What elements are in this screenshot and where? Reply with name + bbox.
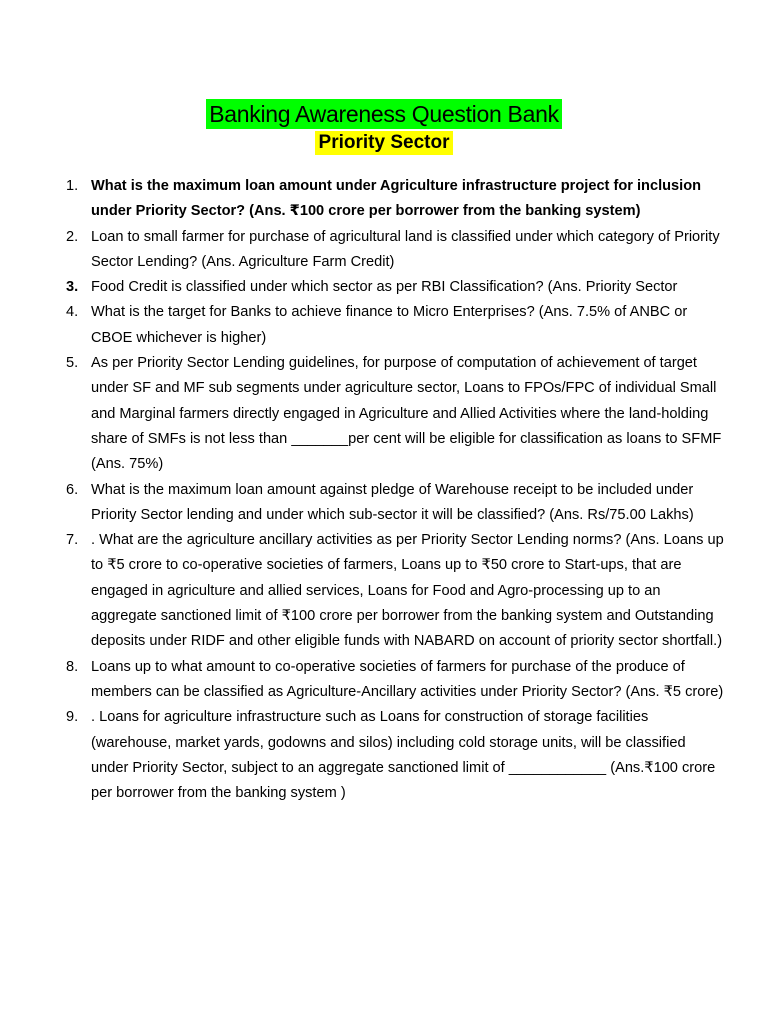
question-item [66, 300, 726, 351]
question-text: What is the maximum loan amount under Agriculture infrastructure project for inclusion under Priority Sector? (Ans. ₹100 crore per borrower from the banking system) [91, 178, 702, 220]
question-text: Loans up to what amount to co-operative societies of farmers for purchase of the produce of members can be classified as Agriculture-Ancillary activities under Priority Sector? (Ans. ₹5 crore) [91, 658, 724, 700]
document-header [0, 99, 768, 155]
question-text: Food Credit is classified under which sector as per RBI Classification? (Ans. Priority Sector [91, 279, 678, 296]
question-text: What is the target for Banks to achieve finance to Micro Enterprises? (Ans. 7.5% of ANBC or CBOE whichever is higher) [91, 304, 688, 346]
question-number: 6. [66, 481, 79, 498]
page-subtitle: Priority Sector [315, 131, 454, 155]
question-number: 8. [66, 658, 79, 675]
question-text: What is the maximum loan amount against pledge of Warehouse receipt to be included under Priority Sector lending and under which sub-sector it will be classified? (Ans. Rs/75.00 Lakhs) [91, 481, 694, 523]
question-number: 1. [66, 178, 79, 194]
question-number: 4. [66, 304, 79, 321]
question-item [66, 174, 726, 225]
page-title: Banking Awareness Question Bank [206, 99, 562, 129]
question-number: 9. [66, 709, 79, 726]
question-list [66, 174, 726, 806]
question-text: . Loans for agriculture infrastructure such as Loans for construction of storage facilities (warehouse, market yards, godowns and silos) including cold storage units, will be classified under Priority Sector, subject to an aggregate sanctioned limit of ____________ (Ans.₹100 crore per borrower from the banking system ) [91, 709, 716, 802]
question-item [66, 705, 726, 806]
question-number: 5. [66, 355, 79, 372]
question-item [66, 275, 726, 300]
question-text: . What are the agriculture ancillary activities as per Priority Sector Lending norms? (Ans. Loans up to ₹5 crore to co-operative societies of farmers, Loans up to ₹50 crore to Start-ups, that are engaged in agriculture and allied services, Loans for Food and Agro-processing up to an aggregate sanctioned limit of ₹100 crore per borrower from the banking system and Outstanding deposits under RIDF and other eligible funds with NABARD on account of priority sector shortfall.) [91, 532, 724, 650]
question-item [66, 478, 726, 529]
question-number: 7. [66, 532, 79, 549]
question-text: As per Priority Sector Lending guidelines, for purpose of computation of achievement of target under SF and MF sub segments under agriculture sector, Loans to FPOs/FPC of individual Small and Marginal farmers directly engaged in Agriculture and Allied Activities where the land-holding share of SMFs is not less than _______per cent will be eligible for classification as loans to SFMF (Ans. 75%) [91, 355, 722, 473]
question-item [66, 351, 726, 477]
question-text: Loan to small farmer for purchase of agricultural land is classified under which category of Priority Sector Lending? (Ans. Agriculture Farm Credit) [91, 228, 720, 270]
question-number: 2. [66, 228, 79, 245]
question-item [66, 655, 726, 706]
question-item [66, 528, 726, 654]
question-item [66, 225, 726, 276]
question-number: 3. [66, 279, 79, 296]
